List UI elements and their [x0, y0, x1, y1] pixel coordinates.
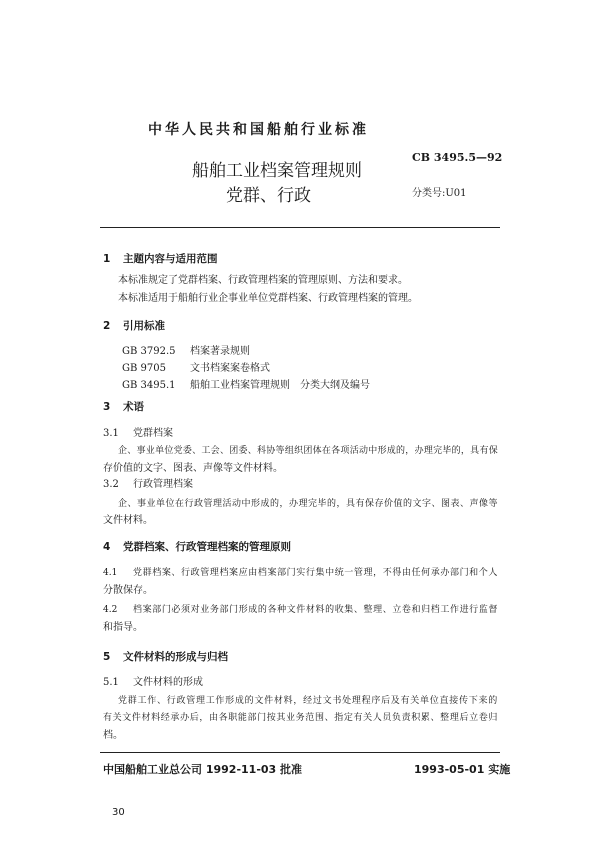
header-rule [100, 227, 500, 228]
term-3-2-title: 3.2 行政管理档案 [103, 479, 193, 490]
clause-4-2-line1: 4.2 档案部门必须对业务部门形成的各种文件材料的收集、整理、立卷和归档工作进行监督 [103, 605, 498, 615]
document-title: 船舶工业档案管理规则 [192, 161, 362, 181]
clause-4-1-line1: 4.1 党群档案、行政管理档案应由档案部门实行集中统一管理，不得由任何承办部门和个人 [103, 568, 498, 578]
term-3-1-line2: 存价值的文字、图表、声像等文件材料。 [103, 463, 283, 474]
term-3-1-line1: 企、事业单位党委、工会、团委、科协等组织团体在各项活动中形成的，办理完毕的，具有保 [118, 446, 498, 456]
clause-4-1-line2: 分散保存。 [103, 585, 153, 596]
clause-5-1-line3: 档。 [103, 730, 123, 741]
page-number: 30 [112, 807, 125, 818]
term-3-2-line1: 企、事业单位在行政管理活动中形成的，办理完毕的，具有保存价值的文字、图表、声像等 [118, 499, 498, 509]
term-3-1-title: 3.1 党群档案 [103, 428, 173, 439]
section-1-p2: 本标准适用于船舶行业企事业单位党群档案、行政管理档案的管理。 [118, 293, 418, 304]
approval-line: 中国船舶工业总公司 1992-11-03 批准 [103, 763, 303, 776]
reference-item: GB 9705 文书档案案卷格式 [122, 363, 270, 374]
section-3-heading: 3 术语 [103, 401, 144, 413]
classification-number: 分类号:U01 [412, 188, 467, 199]
clause-4-2-line2: 和指导。 [103, 622, 143, 633]
standard-code: CB 3495.5—92 [412, 151, 503, 164]
section-2-heading: 2 引用标准 [103, 320, 165, 332]
clause-5-1-line1: 党群工作、行政管理工作形成的文件材料，经过文书处理程序后及有关单位直接传下来的 [118, 696, 498, 706]
term-3-2-line2: 文件材料。 [103, 515, 153, 526]
issuing-standard-header: 中华人民共和国船舶行业标准 [148, 122, 369, 138]
section-4-heading: 4 党群档案、行政管理档案的管理原则 [103, 541, 291, 553]
section-5-heading: 5 文件材料的形成与归档 [103, 651, 228, 663]
clause-5-1-title: 5.1 文件材料的形成 [103, 677, 203, 688]
footer-rule [100, 752, 500, 753]
document-subtitle: 党群、行政 [226, 186, 311, 206]
section-1-heading: 1 主题内容与适用范围 [103, 253, 218, 265]
section-1-p1: 本标准规定了党群档案、行政管理档案的管理原则、方法和要求。 [118, 275, 408, 286]
clause-5-1-line2: 有关文件材料经承办后，由各职能部门按其业务范围、指定有关人员负责积累、整理后立卷归 [103, 713, 498, 723]
reference-item: GB 3792.5 档案著录规则 [122, 346, 250, 357]
effective-date: 1993-05-01 实施 [414, 763, 511, 776]
reference-item: GB 3495.1 船舶工业档案管理规则 分类大纲及编号 [122, 380, 370, 391]
